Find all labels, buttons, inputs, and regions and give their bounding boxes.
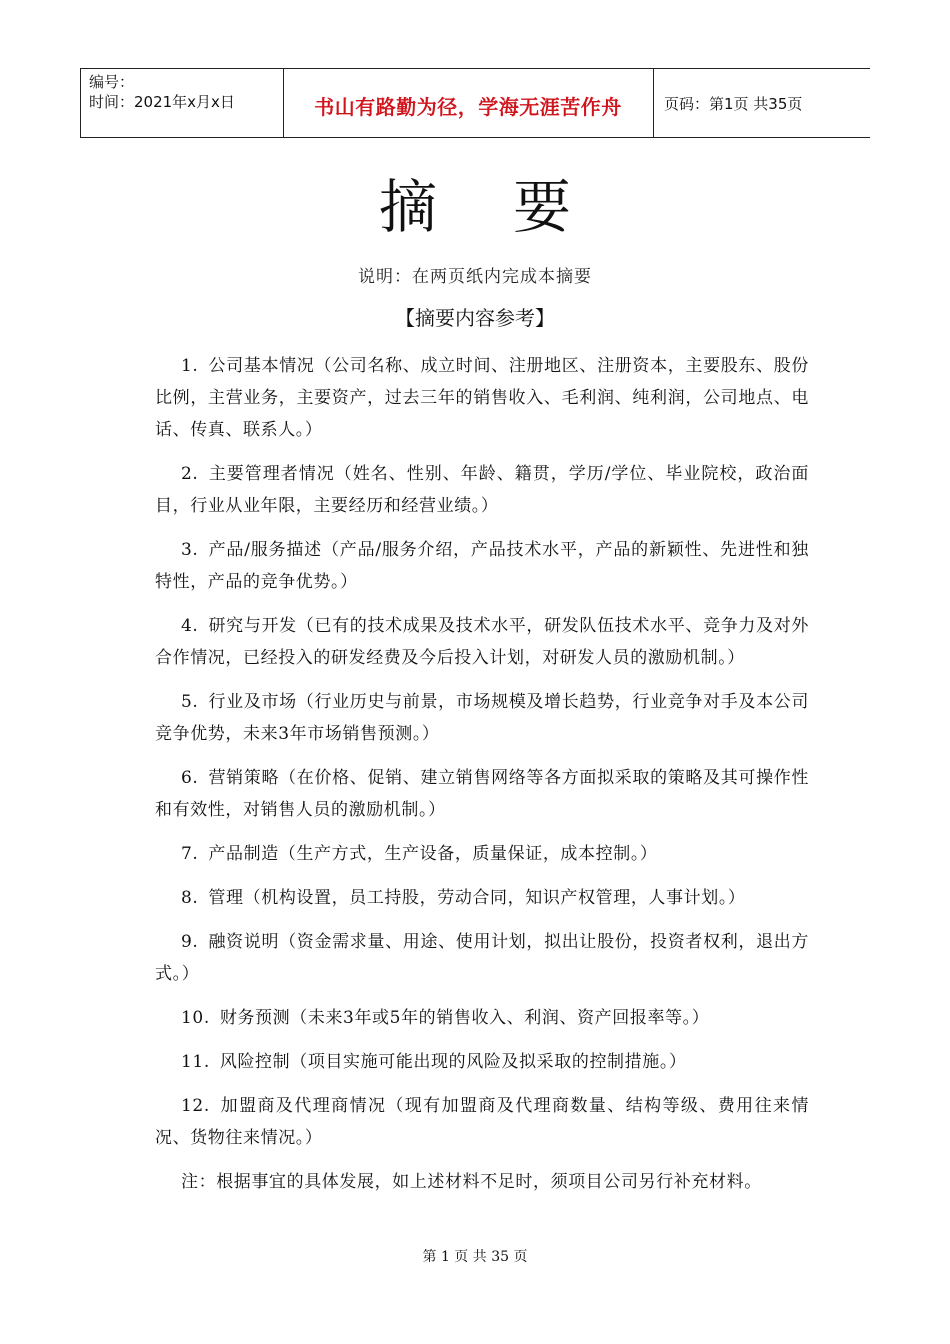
list-item	[155, 458, 809, 522]
item-text: 营销策略（在价格、促销、建立销售网络等各方面拟采取的策略及其可操作性和有效性，对销售人员的激励机制。）	[155, 768, 809, 820]
list-item	[155, 882, 809, 914]
item-number: 8.	[181, 888, 199, 908]
item-text: 风险控制（项目实施可能出现的风险及拟采取的控制措施。）	[219, 1052, 687, 1072]
item-number: 3.	[181, 540, 199, 560]
document-number-label: 编号：	[89, 73, 135, 91]
instruction-note: 说明：在两页纸内完成本摘要	[358, 267, 592, 287]
document-date-label: 时间：2021年x月x日	[89, 93, 235, 111]
item-text: 管理（机构设置，员工持股，劳动合同，知识产权管理，人事计划。）	[208, 888, 746, 908]
item-text: 加盟商及代理商情况（现有加盟商及代理商数量、结构等级、费用往来情况、货物往来情况。）	[155, 1096, 809, 1148]
list-item	[155, 1002, 809, 1034]
item-number: 6.	[181, 768, 199, 788]
item-number: 5.	[181, 692, 199, 712]
header-page-cell	[654, 69, 870, 137]
item-number: 9.	[181, 932, 199, 952]
list-item	[155, 926, 809, 990]
item-number: 7.	[181, 844, 199, 864]
item-number: 2.	[181, 464, 199, 484]
item-text: 融资说明（资金需求量、用途、使用计划，拟出让股份，投资者权利，退出方式。）	[155, 932, 809, 984]
item-number: 1.	[181, 356, 199, 376]
item-text: 财务预测（未来3年或5年的销售收入、利润、资产回报率等。）	[219, 1008, 710, 1028]
list-item	[155, 1046, 809, 1078]
item-text: 主要管理者情况（姓名、性别、年龄、籍贯，学历/学位、毕业院校，政治面目，行业从业年限，主要经历和经营业绩。）	[155, 464, 809, 516]
closing-note: 注：根据事宜的具体发展，如上述材料不足时，须项目公司另行补充材料。	[181, 1172, 762, 1192]
header-page-number: 页码：第1页 共35页	[664, 95, 803, 113]
item-number: 4.	[181, 616, 199, 636]
header-meta-cell	[80, 69, 284, 137]
item-text: 公司基本情况（公司名称、成立时间、注册地区、注册资本，主要股东、股份比例，主营业务，主要资产，过去三年的销售收入、毛利润、纯利润，公司地点、电话、传真、联系人。）	[155, 356, 809, 440]
header-motto-cell	[283, 69, 654, 137]
page-footer: 第 1 页 共 35 页	[422, 1249, 528, 1265]
list-item	[155, 762, 809, 826]
page-title: 摘要	[378, 173, 647, 241]
item-text: 产品/服务描述（产品/服务介绍，产品技术水平，产品的新颖性、先进性和独特性，产品的竞争优势。）	[155, 540, 809, 592]
list-item	[155, 534, 809, 598]
list-item	[155, 1090, 809, 1154]
item-number: 10.	[181, 1008, 210, 1028]
item-number: 12.	[181, 1096, 210, 1116]
item-text: 行业及市场（行业历史与前景，市场规模及增长趋势，行业竞争对手及本公司竞争优势，未来3年市场销售预测。）	[155, 692, 809, 744]
list-item	[155, 610, 809, 674]
header-motto: 书山有路勤为径，学海无涯苦作舟	[314, 95, 622, 119]
item-text: 研究与开发（已有的技术成果及技术水平，研发队伍技术水平、竞争力及对外合作情况，已经投入的研发经费及今后投入计划，对研发人员的激励机制。）	[155, 616, 809, 668]
list-item	[155, 686, 809, 750]
section-subheading: 【摘要内容参考】	[395, 306, 555, 330]
item-text: 产品制造（生产方式，生产设备，质量保证，成本控制。）	[208, 844, 658, 864]
summary-body	[155, 350, 809, 1198]
list-item	[155, 350, 809, 446]
list-item	[155, 838, 809, 870]
document-header	[80, 68, 870, 138]
item-number: 11.	[181, 1052, 210, 1072]
